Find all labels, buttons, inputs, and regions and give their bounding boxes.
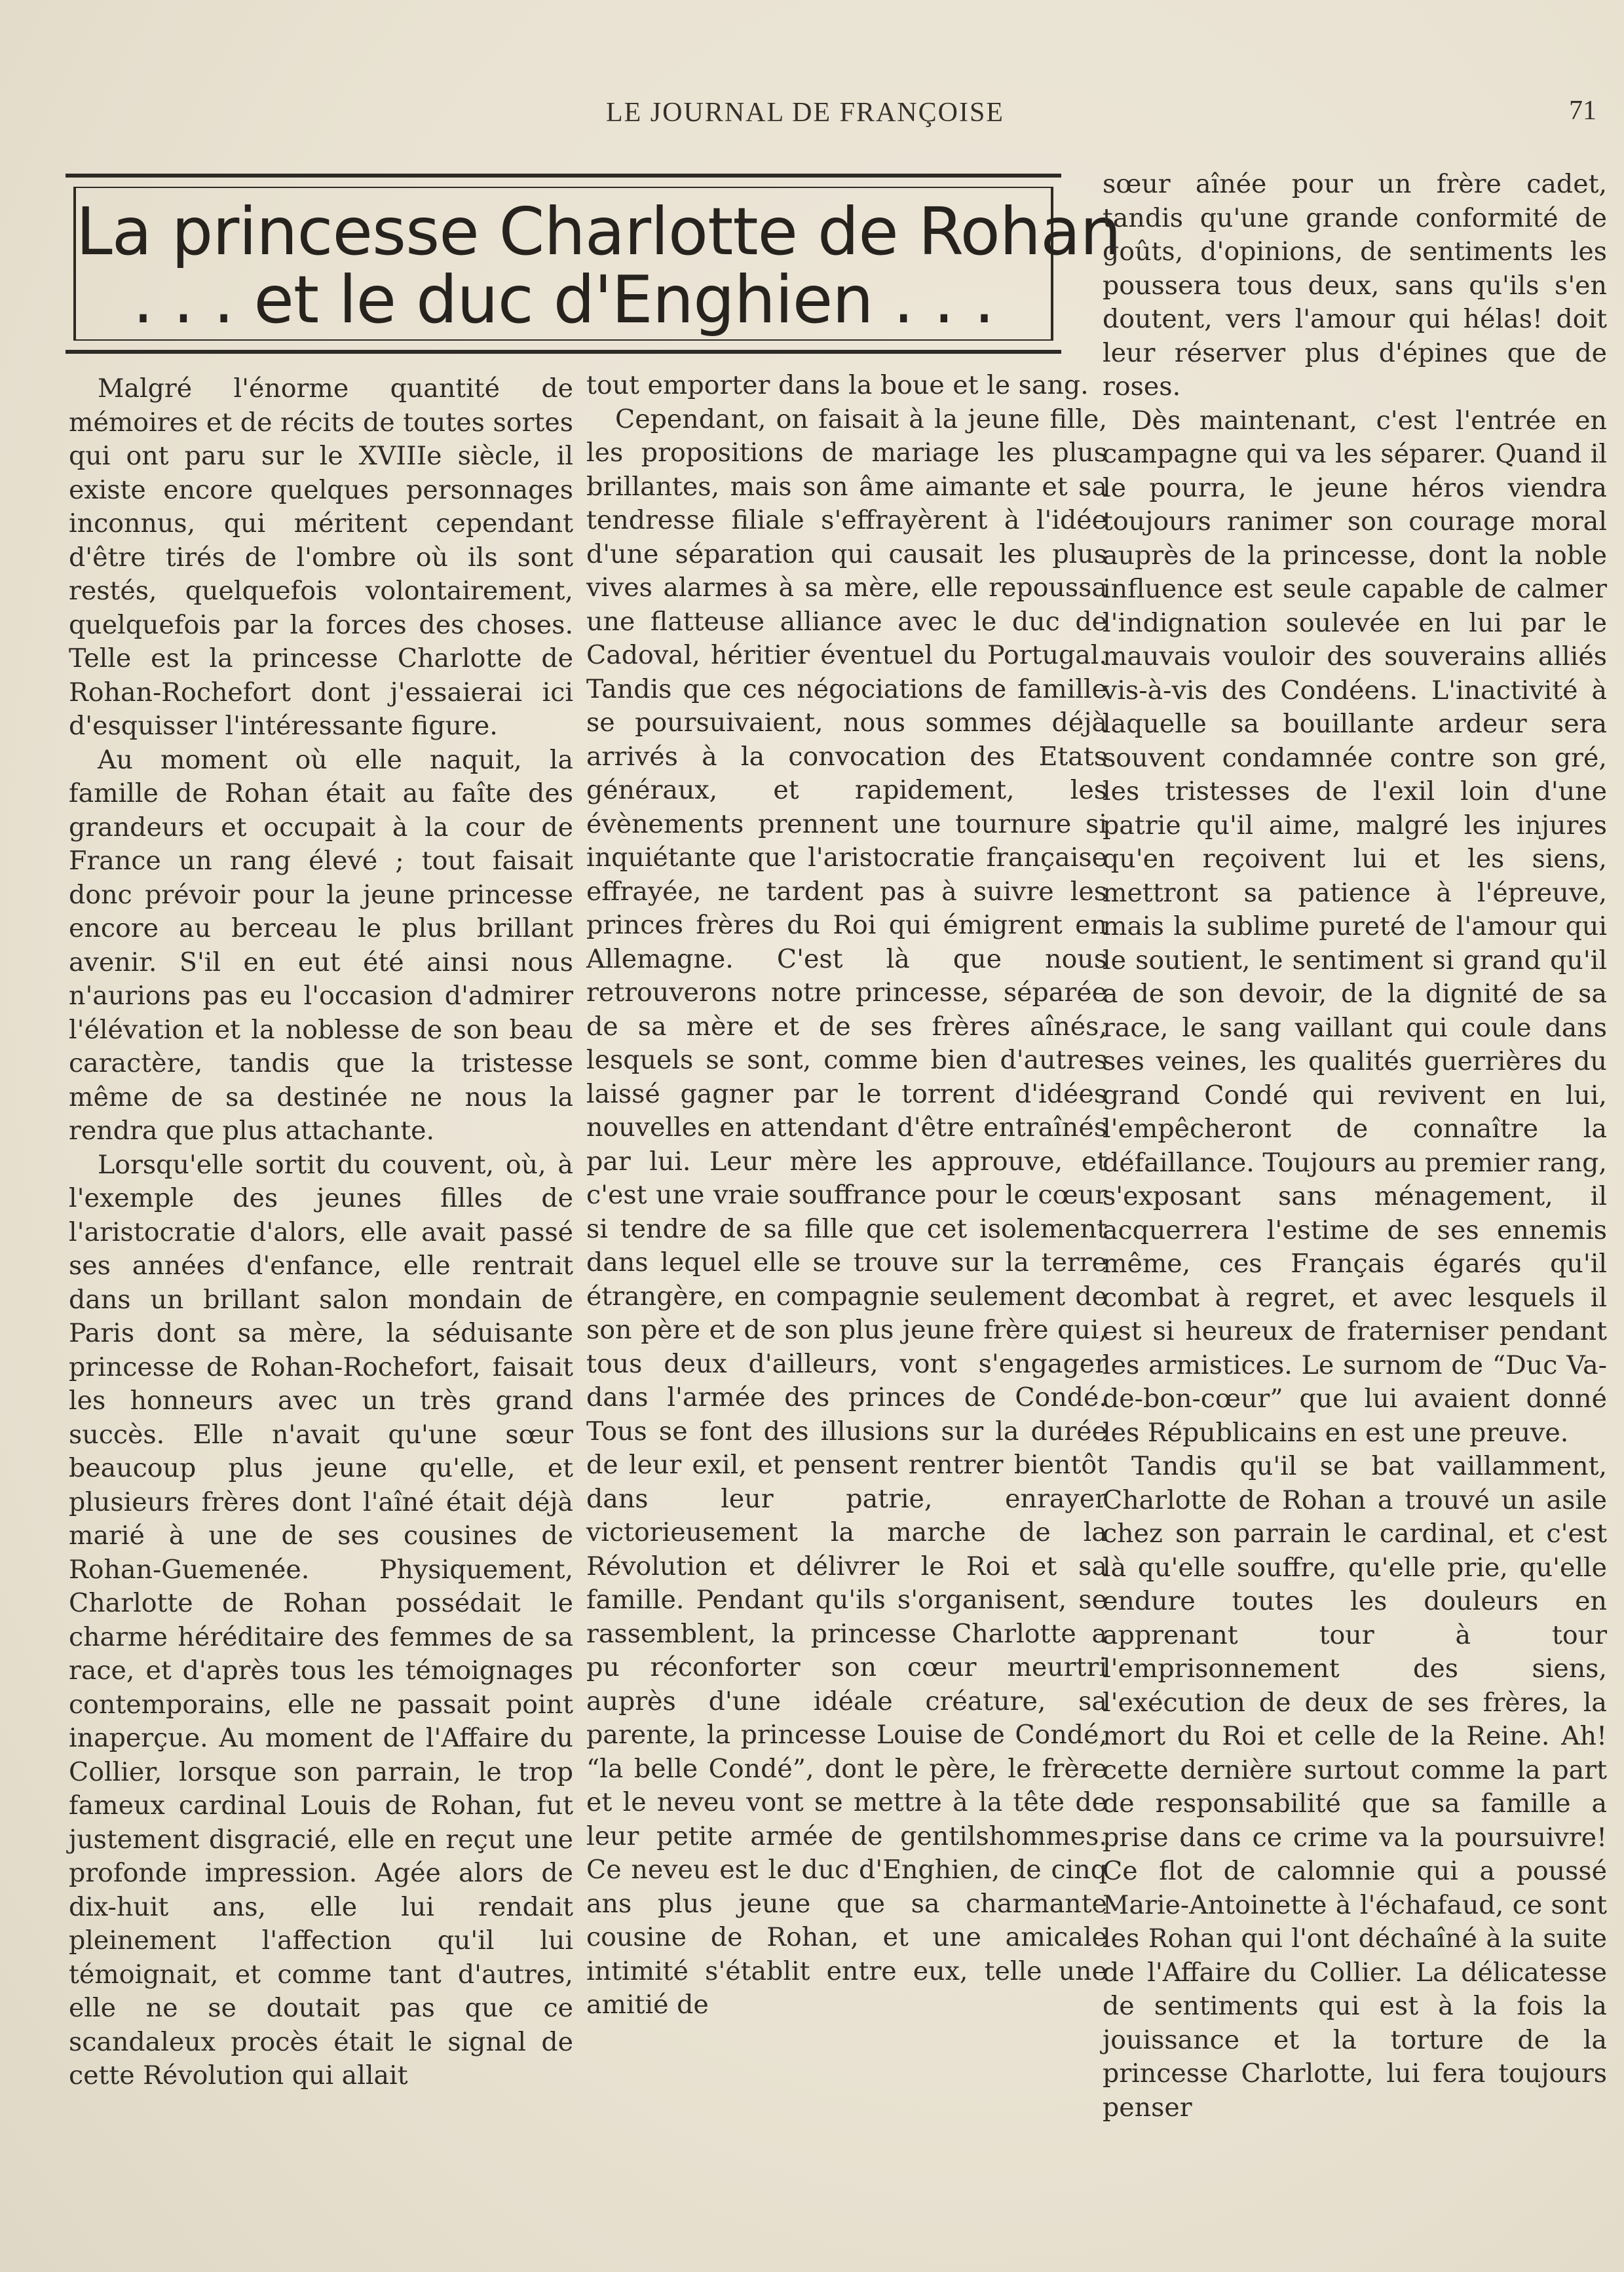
title-box — [66, 174, 1121, 354]
text-column-2 — [586, 369, 1107, 2022]
running-head: LE JOURNAL DE FRANÇOISE — [606, 98, 1004, 128]
paragraph: Au moment où elle naquit, la famille de Rohan était au faîte des grandeurs et occupait à la cour de France un rang élevé ; tout faisait donc prévoir pour la jeune princesse encore au berceau le plus brillant avenir. S'il en eut été ainsi nous n'aurions pas eu l'occasion d'admirer l'élévation et la noblesse de son beau caractère, tandis que la tristesse même de sa destinée ne nous la rendra que plus attachante. — [69, 744, 573, 1146]
paragraph: Malgré l'énorme quantité de mémoires et de récits de toutes sortes qui ont paru sur le XVIIIe siècle, il existe encore quelques personnages inconnus, qui méritent cependant d'être tirés de l'ombre où ils sont restés, quelquefois volontairement, quelquefois par la forces des choses. Telle est la princesse Charlotte de Rohan-Rochefort dont j'essaierai ici d'esquisser l'intéressante figure. — [69, 373, 573, 741]
paragraph: sœur aînée pour un frère cadet, tandis qu'une grande conformité de goûts, d'opinions, de sentiments les poussera tous deux, sans qu'ils s'en doutent, vers l'amour qui hélas! doit leur réserver plus d'épines que de roses. — [1103, 169, 1607, 402]
paragraph: tout emporter dans la boue et le sang. — [586, 370, 1089, 400]
article-title: La princesse Charlotte de Rohan — [76, 193, 1121, 270]
text-column-3 — [1103, 168, 1607, 2125]
article-subtitle: . . . et le duc d'Enghien . . . — [132, 261, 994, 338]
text-column-1 — [69, 372, 573, 2093]
page-number: 71 — [1569, 96, 1596, 126]
paragraph: Tandis qu'il se bat vaillamment, Charlotte de Rohan a trouvé un asile chez son parrain le cardinal, et c'est là qu'elle souffre, qu'elle prie, qu'elle endure toutes les douleurs en apprenant tour à tour l'emprisonnement des siens, l'exécution de deux de ses frères, la mort du Roi et celle de la Reine. Ah! cette dernière surtout comme la part de responsabilité que sa famille a prise dans ce crime va la poursuivre! Ce flot de calomnie qui a poussé Marie-Antoinette à l'échafaud, ce sont les Rohan qui l'ont déchaîné à la suite de l'Affaire du Collier. La délicatesse de sentiments qui est à la fois la jouissance et la torture de la princesse Charlotte, lui fera toujours penser — [1103, 1451, 1607, 2123]
title-frame — [73, 187, 1121, 341]
paragraph: Lorsqu'elle sortit du couvent, où, à l'exemple des jeunes filles de l'aristocratie d'alors, elle avait passé ses années d'enfance, elle rentrait dans un brillant salon mondain de Paris dont sa mère, la séduisante princesse de Rohan-Rochefort, faisait les honneurs avec un très grand succès. Elle n'avait qu'une sœur beaucoup plus jeune qu'elle, et plusieurs frères dont l'aîné était déjà marié à une de ses cousines de Rohan-Guemenée. Physiquement, Charlotte de Rohan possédait le charme héréditaire des femmes de sa race, et d'après tous les témoignages contemporains, elle ne passait point inaperçue. Au moment de l'Affaire du Collier, lorsque son parrain, le trop fameux cardinal Louis de Rohan, fut justement disgracié, elle en reçut une profonde impression. Agée alors de dix-huit ans, elle lui rendait pleinement l'affection qu'il lui témoignait, et comme tant d'autres, elle ne se doutait pas que ce scandaleux procès était le signal de cette Révolution qui allait — [69, 1149, 573, 2091]
paragraph: Cependant, on faisait à la jeune fille, les propositions de mariage les plus brillantes, mais son âme aimante et sa tendresse filiale s'effrayèrent à l'idée d'une séparation qui causait les plus vives alarmes à sa mère, elle repoussa une flatteuse alliance avec le duc de Cadoval, héritier éventuel du Portugal. Tandis que ces négociations de famille se poursuivaient, nous sommes déjà arrivés à la convocation des Etats généraux, et rapidement, les évènements prennent une tournure si inquiétante que l'aristocratie française effrayée, ne tardent pas à suivre les princes frères du Roi qui émigrent en Allemagne. C'est là que nous retrouverons notre princesse, séparée de sa mère et de ses frères aînés, lesquels se sont, comme bien d'autres laissé gagner par le torrent d'idées nouvelles en attendant d'être entraînés par lui. Leur mère les approuve, et c'est une vraie souffrance pour le cœur si tendre de sa fille que cet isolement dans lequel elle se trouve sur la terre étrangère, en compagnie seulement de son père et de son plus jeune frère qui, tous deux d'ailleurs, vont s'engager dans l'armée des princes de Condé. Tous se font des illusions sur la durée de leur exil, et pensent rentrer bientôt dans leur patrie, enrayer victorieusement la marche de la Révolution et délivrer le Roi et sa famille. Pendant qu'ils s'organisent, se rassemblent, la princesse Charlotte a pu réconforter son cœur meurtri auprès d'une idéale créature, sa parente, la princesse Louise de Condé, “la belle Condé”, dont le père, le frère et le neveu vont se mettre à la tête de leur petite armée de gentilshommes. Ce neveu est le duc d'Enghien, de cinq ans plus jeune que sa charmante cousine de Rohan, et une amicale intimité s'établit entre eux, telle une amitié de — [586, 404, 1107, 2020]
paragraph: Dès maintenant, c'est l'entrée en campagne qui va les séparer. Quand il le pourra, le jeune héros viendra toujours ranimer son courage moral auprès de la princesse, dont la noble influence est seule capable de calmer l'indignation soulevée en lui par le mauvais vouloir des souverains alliés vis-à-vis des Condéens. L'inactivité à laquelle sa bouillante ardeur sera souvent condamnée contre son gré, les tristesses de l'exil loin d'une patrie qu'il aime, malgré les injures qu'en reçoivent lui et les siens, mettront sa patience à l'épreuve, mais la sublime pureté de l'amour qui le soutient, le sentiment si grand qu'il a de son devoir, de la dignité de sa race, le sang vaillant qui coule dans ses veines, les qualités guerrières du grand Condé qui revivent en lui, l'empêcheront de connaître la défaillance. Toujours au premier rang, s'exposant sans ménagement, il acquerrera l'estime de ses ennemis même, ces Français égarés qu'il combat à regret, et avec lesquels il est si heureux de fraterniser pendant les armistices. Le surnom de “Duc Va-de-bon-cœur” que lui avaient donné les Républicains en est une preuve. — [1103, 405, 1607, 1448]
